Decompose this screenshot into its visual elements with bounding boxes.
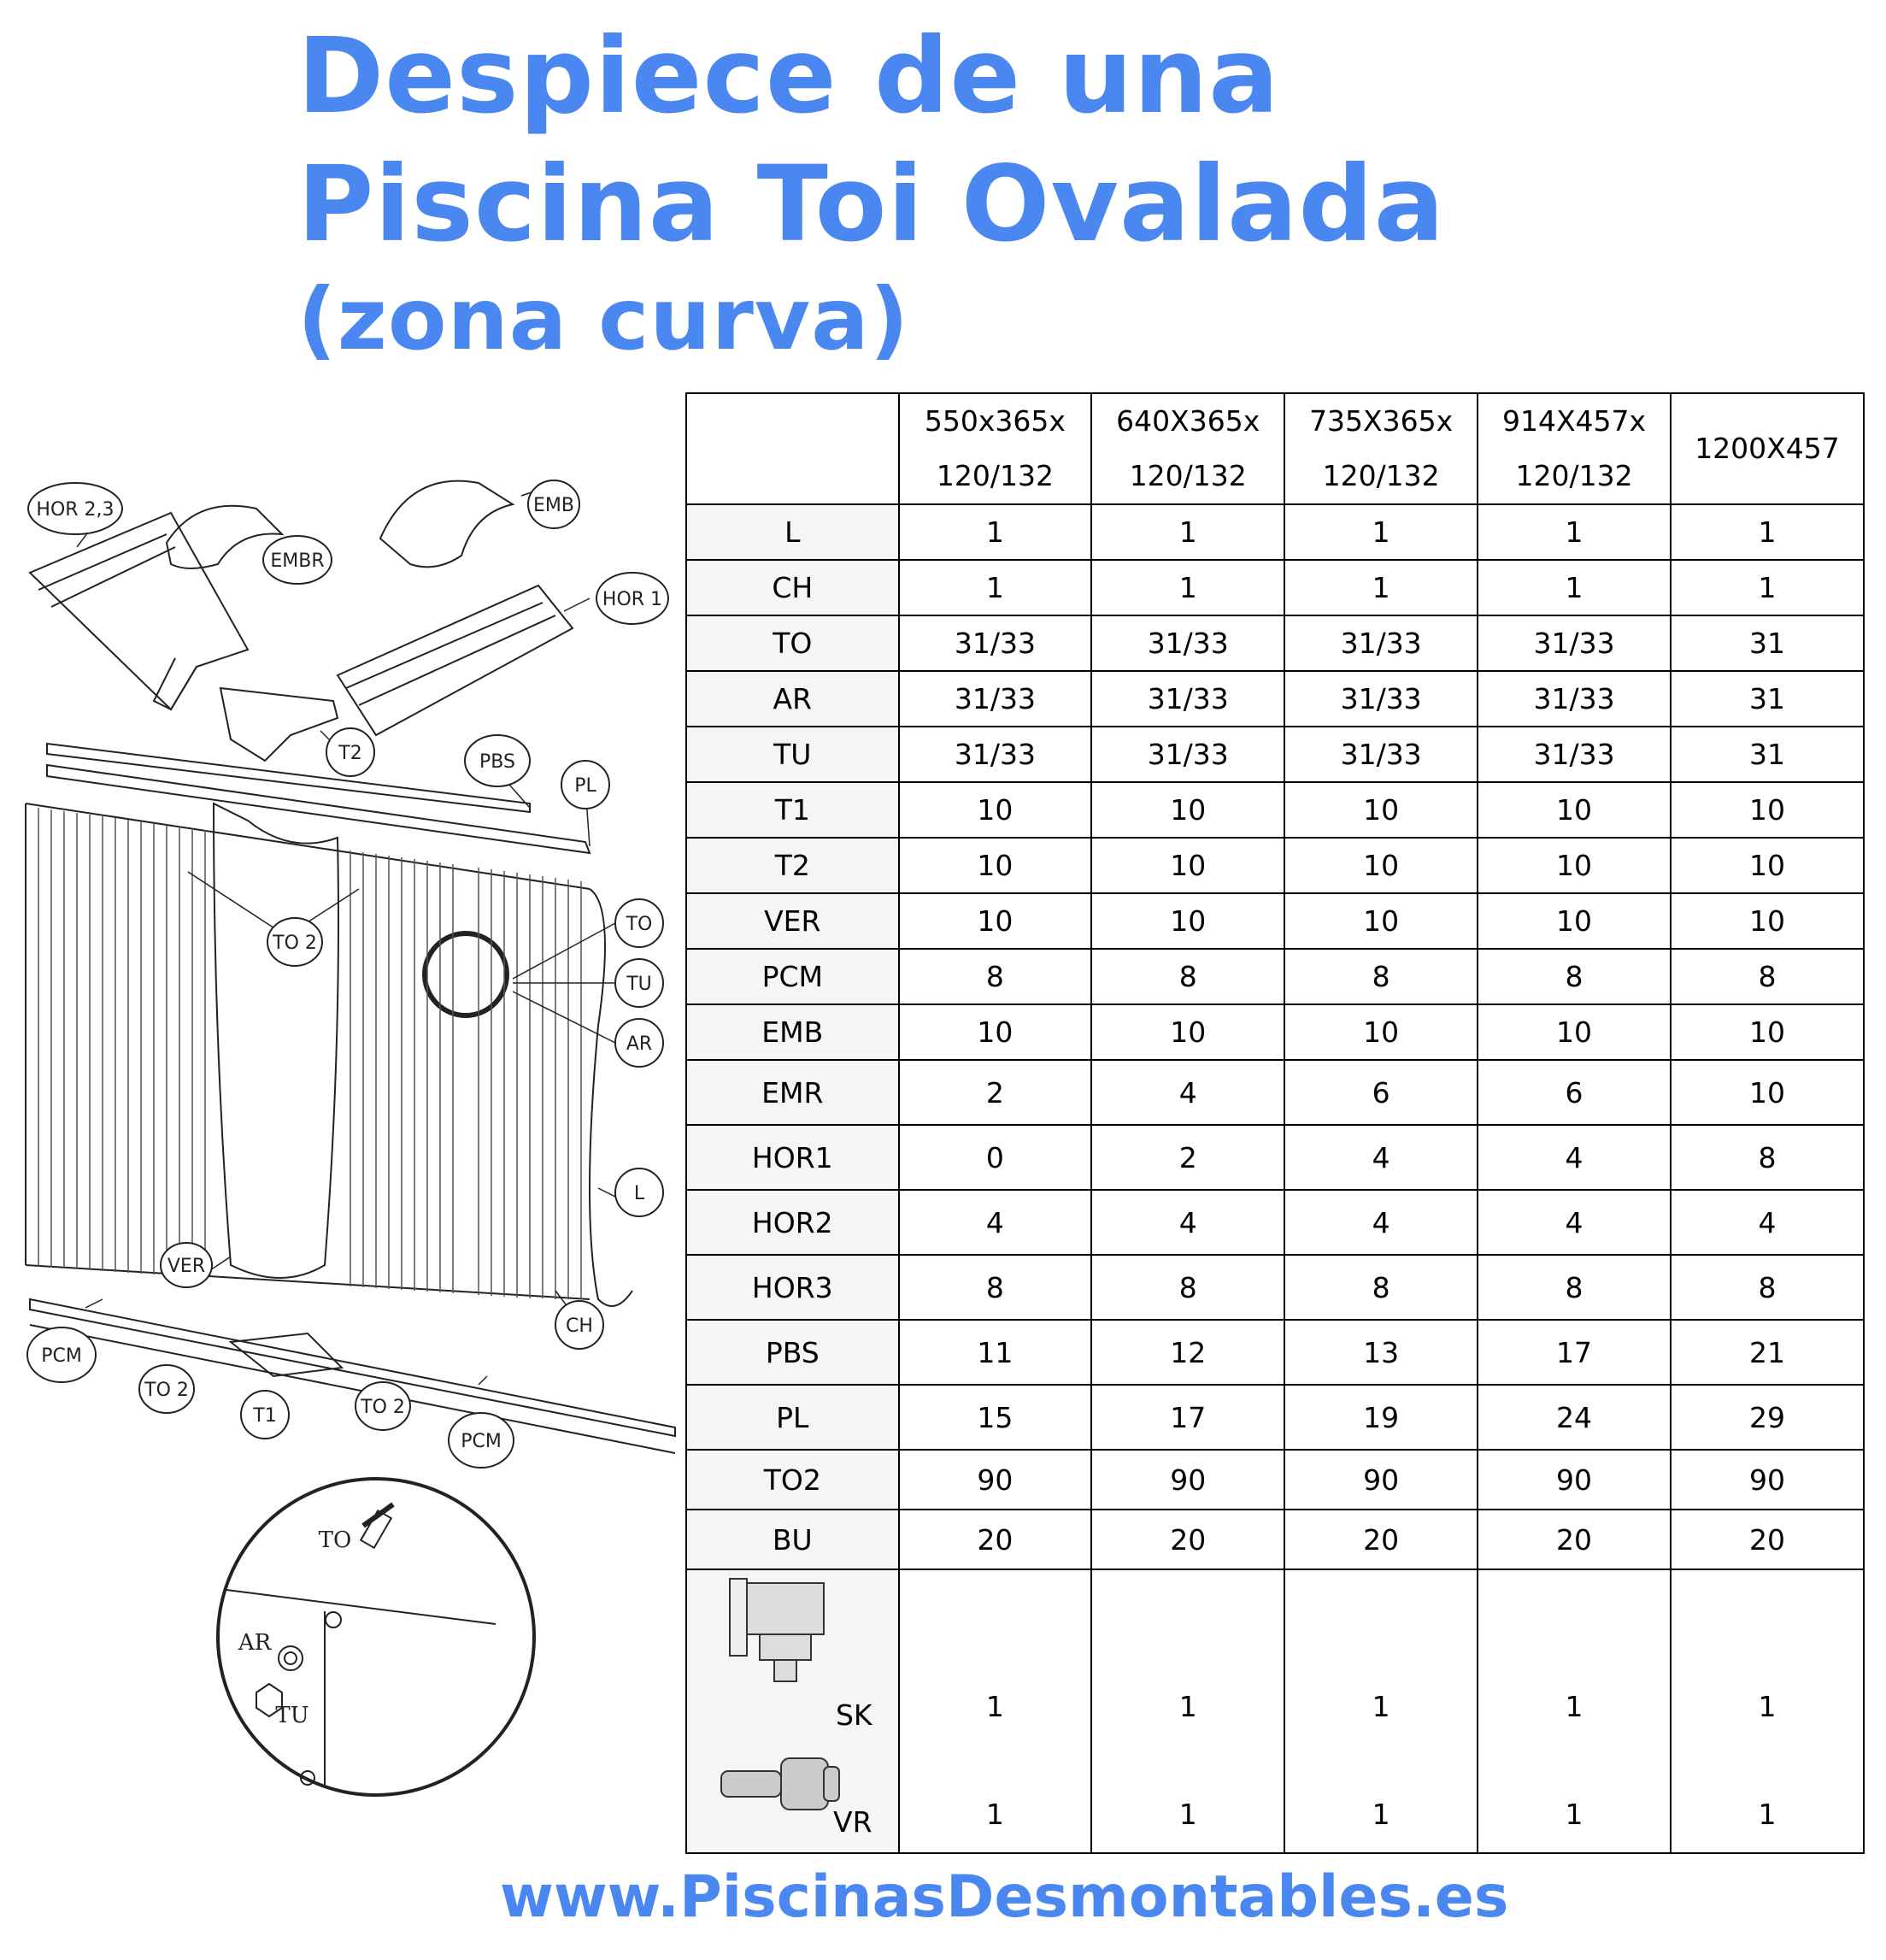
table-cell: 1 bbox=[1091, 504, 1284, 560]
label-ver: VER bbox=[167, 1256, 206, 1277]
table-cell: 1 bbox=[1671, 504, 1864, 560]
footer-url: www.PiscinasDesmontables.es bbox=[500, 1863, 1509, 1931]
table-cell: 90 bbox=[1671, 1450, 1864, 1510]
sk-qty: 1 bbox=[1565, 1690, 1583, 1723]
label-pcm-right: PCM bbox=[461, 1431, 502, 1452]
table-cell: 10 bbox=[899, 893, 1092, 949]
row-label: PL bbox=[686, 1385, 899, 1450]
table-cell: 90 bbox=[1478, 1450, 1671, 1510]
label-to2-top: TO 2 bbox=[273, 933, 317, 954]
table-cell: 4 bbox=[1478, 1125, 1671, 1190]
table-cell: 4 bbox=[1478, 1190, 1671, 1255]
table-cell: 8 bbox=[899, 949, 1092, 1004]
label-emb: EMB bbox=[533, 495, 574, 516]
table-cell: 10 bbox=[1671, 782, 1864, 838]
table-row bbox=[686, 504, 1864, 560]
skimmer-icon bbox=[721, 1574, 849, 1686]
table-cell: 31/33 bbox=[1091, 727, 1284, 782]
table-row bbox=[686, 671, 1864, 727]
row-label: TO bbox=[686, 615, 899, 671]
table-cell: 19 bbox=[1284, 1385, 1478, 1450]
label-to: TO bbox=[626, 914, 653, 935]
table-cell: 11 bbox=[899, 1320, 1092, 1385]
header-cell: 1200X457 bbox=[1671, 393, 1864, 504]
table-row bbox=[686, 838, 1864, 893]
row-label: HOR1 bbox=[686, 1125, 899, 1190]
row-label: EMR bbox=[686, 1060, 899, 1125]
label-to2-left: TO 2 bbox=[144, 1380, 189, 1401]
accessory-cell bbox=[1671, 1569, 1864, 1853]
table-row bbox=[686, 782, 1864, 838]
table-cell: 1 bbox=[899, 560, 1092, 615]
row-label: TU bbox=[686, 727, 899, 782]
table-cell: 31/33 bbox=[899, 727, 1092, 782]
table-cell: 24 bbox=[1478, 1385, 1671, 1450]
table-cell: 1 bbox=[1671, 560, 1864, 615]
table-cell: 10 bbox=[1284, 1004, 1478, 1060]
table-cell: 31/33 bbox=[899, 615, 1092, 671]
table-cell: 1 bbox=[1284, 504, 1478, 560]
label-pl: PL bbox=[574, 775, 596, 797]
label-t2: T2 bbox=[338, 743, 362, 764]
table-cell: 10 bbox=[899, 782, 1092, 838]
row-label: CH bbox=[686, 560, 899, 615]
table-cell: 31/33 bbox=[1478, 615, 1671, 671]
table-cell: 2 bbox=[899, 1060, 1092, 1125]
table-row bbox=[686, 949, 1864, 1004]
vr-qty: 1 bbox=[985, 1798, 1004, 1831]
title-line-1: Despiece de una bbox=[297, 15, 1280, 137]
table-row bbox=[686, 1450, 1864, 1510]
table-cell: 31 bbox=[1671, 615, 1864, 671]
detail-label-to: TO bbox=[318, 1527, 352, 1553]
table-cell: 8 bbox=[899, 1255, 1092, 1320]
detail-label-ar: AR bbox=[238, 1630, 272, 1656]
table-cell: 1 bbox=[1284, 560, 1478, 615]
accessory-row bbox=[686, 1569, 1864, 1853]
table-cell: 8 bbox=[1091, 949, 1284, 1004]
table-cell: 13 bbox=[1284, 1320, 1478, 1385]
label-pcm-left: PCM bbox=[41, 1345, 82, 1367]
table-cell: 1 bbox=[1091, 560, 1284, 615]
table-cell: 10 bbox=[1284, 893, 1478, 949]
sk-qty: 1 bbox=[985, 1690, 1004, 1723]
table-cell: 10 bbox=[1478, 1004, 1671, 1060]
row-label: TO2 bbox=[686, 1450, 899, 1510]
table-cell: 10 bbox=[1478, 838, 1671, 893]
row-label: PCM bbox=[686, 949, 899, 1004]
table-cell: 21 bbox=[1671, 1320, 1864, 1385]
table-cell: 10 bbox=[1671, 1060, 1864, 1125]
label-l: L bbox=[633, 1183, 645, 1204]
row-label: EMB bbox=[686, 1004, 899, 1060]
table-cell: 4 bbox=[1284, 1125, 1478, 1190]
table-cell: 8 bbox=[1478, 1255, 1671, 1320]
label-embr: EMBR bbox=[270, 550, 325, 572]
label-t1: T1 bbox=[253, 1405, 277, 1427]
vr-qty: 1 bbox=[1178, 1798, 1197, 1831]
table-row bbox=[686, 615, 1864, 671]
label-tu: TU bbox=[626, 974, 652, 995]
label-to2-right: TO 2 bbox=[361, 1397, 405, 1418]
table-row bbox=[686, 1320, 1864, 1385]
table-cell: 10 bbox=[899, 1004, 1092, 1060]
table-cell: 20 bbox=[1478, 1510, 1671, 1569]
table-cell: 31/33 bbox=[1091, 671, 1284, 727]
header-row bbox=[686, 393, 1864, 504]
header-cell: 550x365x 120/132 bbox=[899, 393, 1092, 504]
accessory-cell bbox=[1284, 1569, 1478, 1853]
table-cell: 15 bbox=[899, 1385, 1092, 1450]
table-cell: 31/33 bbox=[1091, 615, 1284, 671]
vr-qty: 1 bbox=[1565, 1798, 1583, 1831]
table-row bbox=[686, 1510, 1864, 1569]
table-cell: 6 bbox=[1478, 1060, 1671, 1125]
table-cell: 8 bbox=[1284, 949, 1478, 1004]
label-pbs: PBS bbox=[479, 751, 515, 773]
table-cell: 10 bbox=[1671, 838, 1864, 893]
table-row bbox=[686, 1385, 1864, 1450]
table-row bbox=[686, 1060, 1864, 1125]
table-row bbox=[686, 1190, 1864, 1255]
row-label: T1 bbox=[686, 782, 899, 838]
detail-label-tu: TU bbox=[275, 1703, 309, 1728]
table-cell: 10 bbox=[899, 838, 1092, 893]
parts-table bbox=[685, 392, 1865, 1854]
row-label: T2 bbox=[686, 838, 899, 893]
table-cell: 8 bbox=[1284, 1255, 1478, 1320]
header-cell: 640X365x 120/132 bbox=[1091, 393, 1284, 504]
table-cell: 29 bbox=[1671, 1385, 1864, 1450]
table-cell: 12 bbox=[1091, 1320, 1284, 1385]
title-line-2: Piscina Toi Ovalada bbox=[297, 144, 1446, 265]
table-cell: 31/33 bbox=[1284, 727, 1478, 782]
table-cell: 90 bbox=[1091, 1450, 1284, 1510]
table-cell: 31/33 bbox=[1284, 671, 1478, 727]
table-cell: 2 bbox=[1091, 1125, 1284, 1190]
accessory-label-cell bbox=[686, 1569, 899, 1853]
sk-label: SK bbox=[835, 1698, 872, 1732]
table-cell: 20 bbox=[1091, 1510, 1284, 1569]
table-row bbox=[686, 1004, 1864, 1060]
table-cell: 10 bbox=[1478, 782, 1671, 838]
table-cell: 4 bbox=[1091, 1060, 1284, 1125]
table-row bbox=[686, 727, 1864, 782]
table-cell: 1 bbox=[899, 504, 1092, 560]
table-cell: 0 bbox=[899, 1125, 1092, 1190]
table-cell: 10 bbox=[1478, 893, 1671, 949]
title-line-3: (zona curva) bbox=[297, 269, 910, 369]
sk-qty: 1 bbox=[1758, 1690, 1777, 1723]
table-cell: 31 bbox=[1671, 727, 1864, 782]
table-cell: 90 bbox=[899, 1450, 1092, 1510]
label-ar: AR bbox=[626, 1033, 653, 1055]
table-cell: 10 bbox=[1091, 838, 1284, 893]
table-cell: 4 bbox=[1284, 1190, 1478, 1255]
label-ch: CH bbox=[566, 1315, 593, 1337]
table-cell: 8 bbox=[1671, 1255, 1864, 1320]
table-cell: 6 bbox=[1284, 1060, 1478, 1125]
table-cell: 10 bbox=[1091, 782, 1284, 838]
table-cell: 8 bbox=[1478, 949, 1671, 1004]
table-cell: 10 bbox=[1284, 782, 1478, 838]
table-row bbox=[686, 893, 1864, 949]
table-cell: 1 bbox=[1478, 560, 1671, 615]
table-row bbox=[686, 560, 1864, 615]
row-label: BU bbox=[686, 1510, 899, 1569]
table-cell: 31/33 bbox=[1478, 671, 1671, 727]
row-label: PBS bbox=[686, 1320, 899, 1385]
header-cell: 735X365x 120/132 bbox=[1284, 393, 1478, 504]
accessory-cell bbox=[899, 1569, 1092, 1853]
header-cell: 914X457x 120/132 bbox=[1478, 393, 1671, 504]
table-cell: 8 bbox=[1671, 1125, 1864, 1190]
table-cell: 4 bbox=[1671, 1190, 1864, 1255]
table-cell: 1 bbox=[1478, 504, 1671, 560]
table-cell: 8 bbox=[1091, 1255, 1284, 1320]
label-hor1: HOR 1 bbox=[602, 589, 663, 610]
row-label: L bbox=[686, 504, 899, 560]
table-cell: 17 bbox=[1478, 1320, 1671, 1385]
table-cell: 10 bbox=[1284, 838, 1478, 893]
table-cell: 31/33 bbox=[1478, 727, 1671, 782]
table-cell: 10 bbox=[1091, 1004, 1284, 1060]
row-label: HOR2 bbox=[686, 1190, 899, 1255]
row-label: VER bbox=[686, 893, 899, 949]
table-cell: 8 bbox=[1671, 949, 1864, 1004]
table-cell: 90 bbox=[1284, 1450, 1478, 1510]
sk-qty: 1 bbox=[1372, 1690, 1390, 1723]
header-corner bbox=[686, 393, 899, 504]
table-cell: 10 bbox=[1671, 1004, 1864, 1060]
parts-diagram bbox=[0, 444, 684, 1812]
table-cell: 4 bbox=[899, 1190, 1092, 1255]
table-cell: 31/33 bbox=[899, 671, 1092, 727]
vr-qty: 1 bbox=[1758, 1798, 1777, 1831]
table-row bbox=[686, 1255, 1864, 1320]
table-cell: 4 bbox=[1091, 1190, 1284, 1255]
vr-qty: 1 bbox=[1372, 1798, 1390, 1831]
table-cell: 31 bbox=[1671, 671, 1864, 727]
accessory-cell bbox=[1091, 1569, 1284, 1853]
table-cell: 20 bbox=[1284, 1510, 1478, 1569]
table-cell: 10 bbox=[1091, 893, 1284, 949]
table-cell: 20 bbox=[899, 1510, 1092, 1569]
label-hor23: HOR 2,3 bbox=[36, 499, 115, 521]
table-cell: 10 bbox=[1671, 893, 1864, 949]
row-label: HOR3 bbox=[686, 1255, 899, 1320]
table-cell: 17 bbox=[1091, 1385, 1284, 1450]
return-valve-icon bbox=[717, 1745, 845, 1831]
vr-label: VR bbox=[833, 1805, 872, 1839]
accessory-cell bbox=[1478, 1569, 1671, 1853]
row-label: AR bbox=[686, 671, 899, 727]
table-cell: 31/33 bbox=[1284, 615, 1478, 671]
table-row bbox=[686, 1125, 1864, 1190]
table-cell: 20 bbox=[1671, 1510, 1864, 1569]
sk-qty: 1 bbox=[1178, 1690, 1197, 1723]
